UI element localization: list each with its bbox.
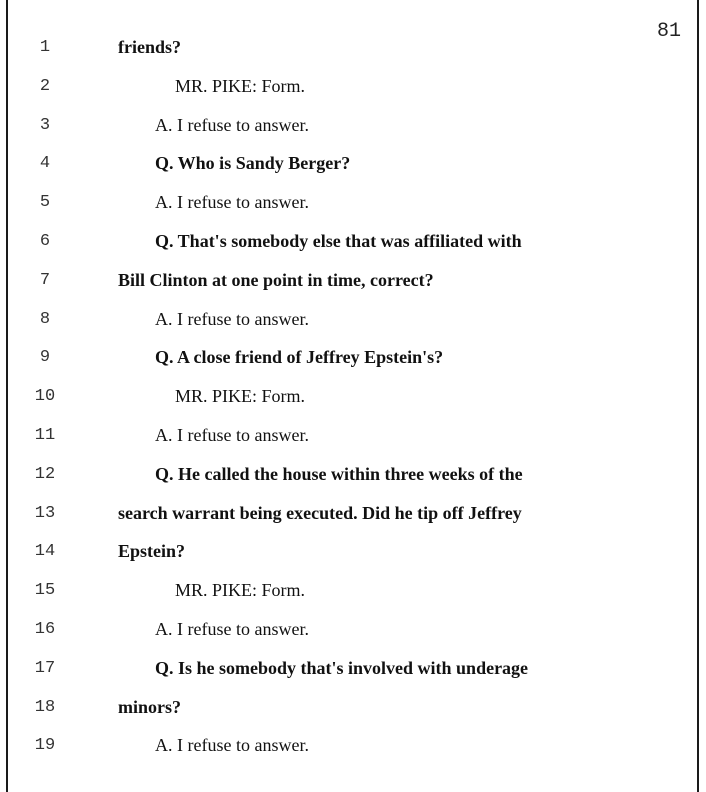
transcript-line <box>8 35 697 62</box>
line-text: MR. PIKE: Form. <box>175 386 306 407</box>
transcript-line <box>8 190 697 217</box>
line-text: Q. Is he somebody that's involved with underage <box>155 657 529 678</box>
line-text: friends? <box>118 37 181 57</box>
line-number: 12 <box>34 464 56 484</box>
line-text: Q. That's somebody else that was affiliated with <box>155 231 522 251</box>
line-text: search warrant being executed. Did he tip off Jeffrey <box>118 502 522 523</box>
line-text: Bill Clinton at one point in time, correct? <box>118 269 434 290</box>
transcript-line <box>8 501 697 528</box>
line-text: minors? <box>118 696 181 717</box>
line-number: 6 <box>39 232 51 251</box>
line-text: MR. PIKE: Form. <box>175 75 306 96</box>
page-number: 81 <box>656 20 681 43</box>
line-text: A. I refuse to answer. <box>155 735 309 756</box>
line-number: 9 <box>39 348 51 368</box>
transcript-line <box>8 74 697 101</box>
line-text: A. I refuse to answer. <box>155 114 309 135</box>
line-number: 14 <box>34 542 56 562</box>
transcript-line <box>8 307 697 334</box>
line-number: 7 <box>39 270 51 290</box>
transcript-line <box>8 733 697 760</box>
line-text: Q. Who is Sandy Berger? <box>155 153 351 174</box>
transcript-line <box>8 151 697 178</box>
line-number: 3 <box>39 115 51 135</box>
transcript-line <box>8 229 697 256</box>
line-number: 2 <box>39 76 51 96</box>
line-number: 13 <box>34 503 56 523</box>
line-text: A. I refuse to answer. <box>155 619 309 639</box>
transcript-line <box>8 384 697 411</box>
transcript-line <box>8 268 697 295</box>
transcript-line <box>8 578 697 605</box>
line-text: A. I refuse to answer. <box>155 425 309 445</box>
line-number: 15 <box>34 581 56 601</box>
transcript-line <box>8 345 697 372</box>
line-number: 8 <box>39 309 51 329</box>
transcript-line <box>8 617 697 644</box>
line-number: 5 <box>39 193 51 213</box>
line-number: 18 <box>34 697 56 717</box>
transcript-line <box>8 423 697 450</box>
line-text: Q. He called the house within three weeks of the <box>155 463 523 484</box>
line-text: A. I refuse to answer. <box>155 308 309 329</box>
line-number: 4 <box>39 154 51 174</box>
line-number: 10 <box>34 387 56 407</box>
line-number: 1 <box>39 38 51 57</box>
transcript-line <box>8 462 697 489</box>
transcript-line <box>8 539 697 566</box>
line-text: Q. A close friend of Jeffrey Epstein's? <box>155 347 444 368</box>
line-text: Epstein? <box>118 541 186 562</box>
transcript-line <box>8 113 697 140</box>
line-number: 19 <box>34 736 56 756</box>
line-number: 16 <box>34 620 56 639</box>
line-text: A. I refuse to answer. <box>155 192 309 213</box>
line-text: MR. PIKE: Form. <box>175 580 306 601</box>
transcript-line <box>8 695 697 722</box>
transcript-page <box>6 0 699 792</box>
transcript-line <box>8 656 697 683</box>
line-number: 17 <box>34 658 56 678</box>
line-number: 11 <box>34 426 56 445</box>
